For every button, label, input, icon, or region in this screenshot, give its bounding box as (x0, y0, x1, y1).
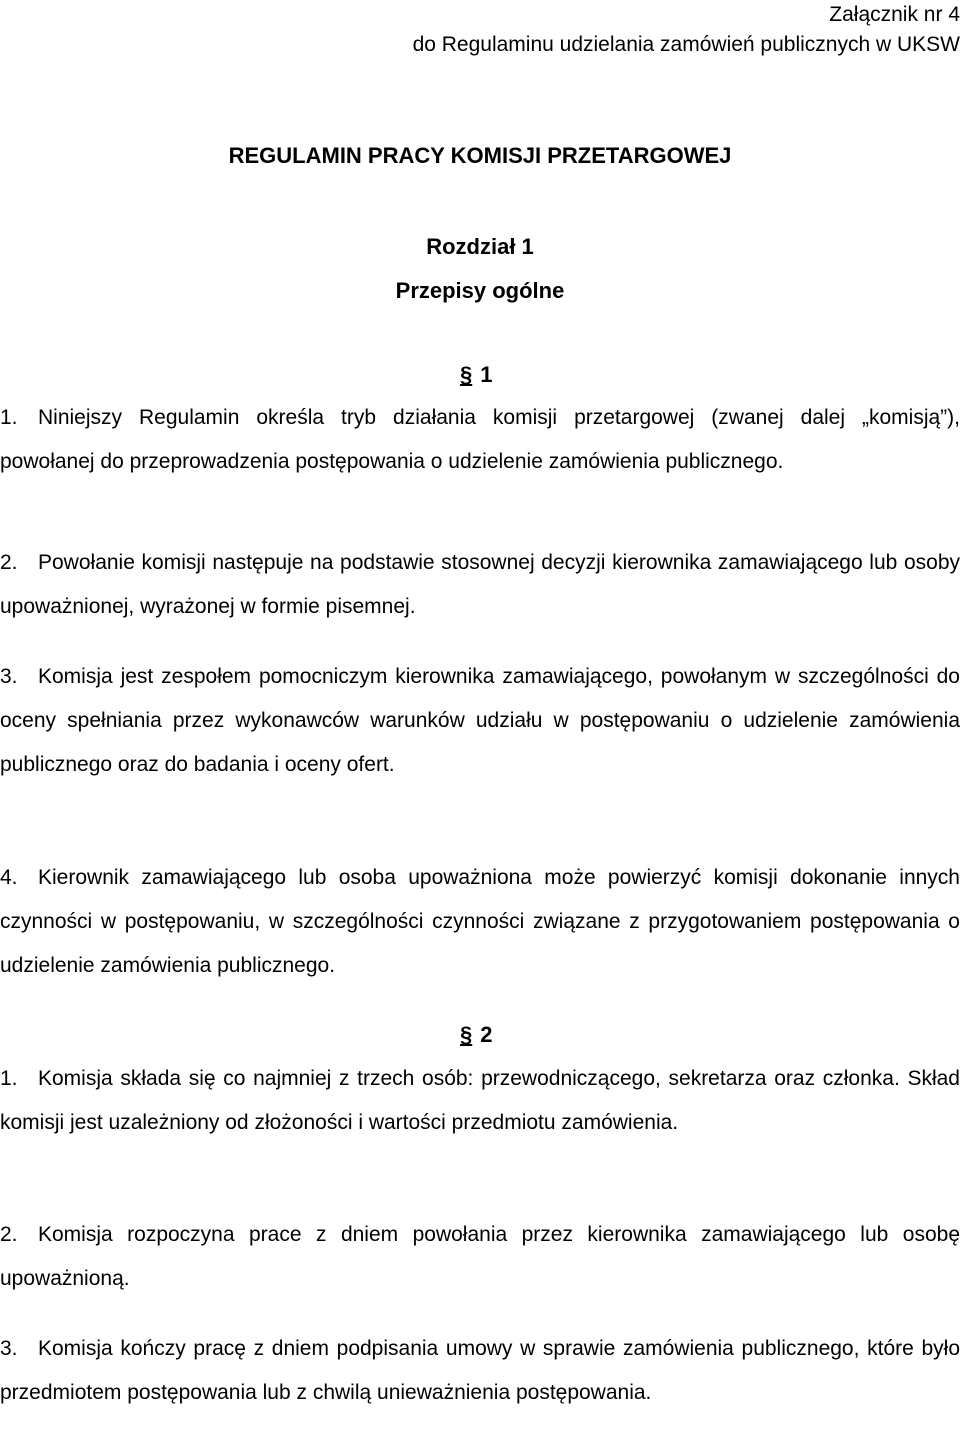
attachment-number: Załącznik nr 4 (829, 3, 960, 26)
paragraph-text: Komisja składa się co najmniej z trzech osób: przewodniczącego, sekretarza oraz członka. Skład komisji jest uzależniony od złożoności i wartości przedmiotu zamówienia. (0, 1067, 960, 1134)
paragraph-1-1 (0, 396, 960, 484)
chapter-number: Rozdział 1 (426, 234, 534, 259)
paragraph-text: Komisja jest zespołem pomocniczym kierownika zamawiającego, powołanym w szczególności do oceny spełniania przez wykonawców warunków udziału w postępowaniu o udzielenie zamówienia publicznego oraz do badania i oceny ofert. (0, 665, 960, 776)
paragraph-text: Powołanie komisji następuje na podstawie stosownej decyzji kierownika zamawiającego lub osoby upoważnionej, wyrażonej w formie pisemnej. (0, 551, 960, 618)
paragraph-2-1 (0, 1057, 960, 1145)
paragraph-2-2 (0, 1213, 960, 1301)
paragraph-text: Komisja rozpoczyna prace z dniem powołania przez kierownika zamawiającego lub osobę upoważnioną. (0, 1223, 960, 1290)
attachment-header (413, 0, 960, 60)
paragraph-number: 1. (0, 1067, 18, 1090)
attachment-reference: do Regulaminu udzielania zamówień publicznych w UKSW (412, 33, 960, 56)
paragraph-1-4 (0, 856, 960, 988)
section-number: 1 (480, 362, 493, 387)
section-symbol: § (460, 1022, 473, 1047)
paragraph-1-3 (0, 655, 960, 787)
section-number: 2 (480, 1022, 493, 1047)
document-title: REGULAMIN PRACY KOMISJI PRZETARGOWEJ (228, 143, 732, 168)
paragraph-number: 1. (0, 406, 18, 429)
chapter-heading (0, 225, 960, 313)
paragraph-text: Komisja kończy pracę z dniem podpisania umowy w sprawie zamówienia publicznego, które było przedmiotem postępowania lub z chwilą unieważnienia postępowania. (0, 1337, 960, 1404)
paragraph-number: 3. (0, 665, 18, 688)
paragraph-text: Kierownik zamawiającego lub osoba upoważniona może powierzyć komisji dokonanie innych czynności w postępowaniu, w szczególności czynności związane z przygotowaniem postępowania o udzielenie zamówienia publicznego. (0, 866, 960, 977)
chapter-name: Przepisy ogólne (395, 278, 565, 303)
section-symbol: § (460, 362, 473, 387)
paragraph-number: 4. (0, 866, 18, 889)
paragraph-text: Niniejszy Regulamin określa tryb działania komisji przetargowej (zwanej dalej „komisją”), powołanej do przeprowadzenia postępowania o udzielenie zamówienia publicznego. (0, 406, 960, 473)
paragraph-number: 2. (0, 1223, 18, 1246)
section-heading-2 (460, 1022, 520, 1048)
paragraph-1-2 (0, 541, 960, 629)
section-heading-1 (460, 362, 520, 388)
paragraph-number: 3. (0, 1337, 18, 1360)
paragraph-2-3 (0, 1327, 960, 1415)
paragraph-number: 2. (0, 551, 18, 574)
